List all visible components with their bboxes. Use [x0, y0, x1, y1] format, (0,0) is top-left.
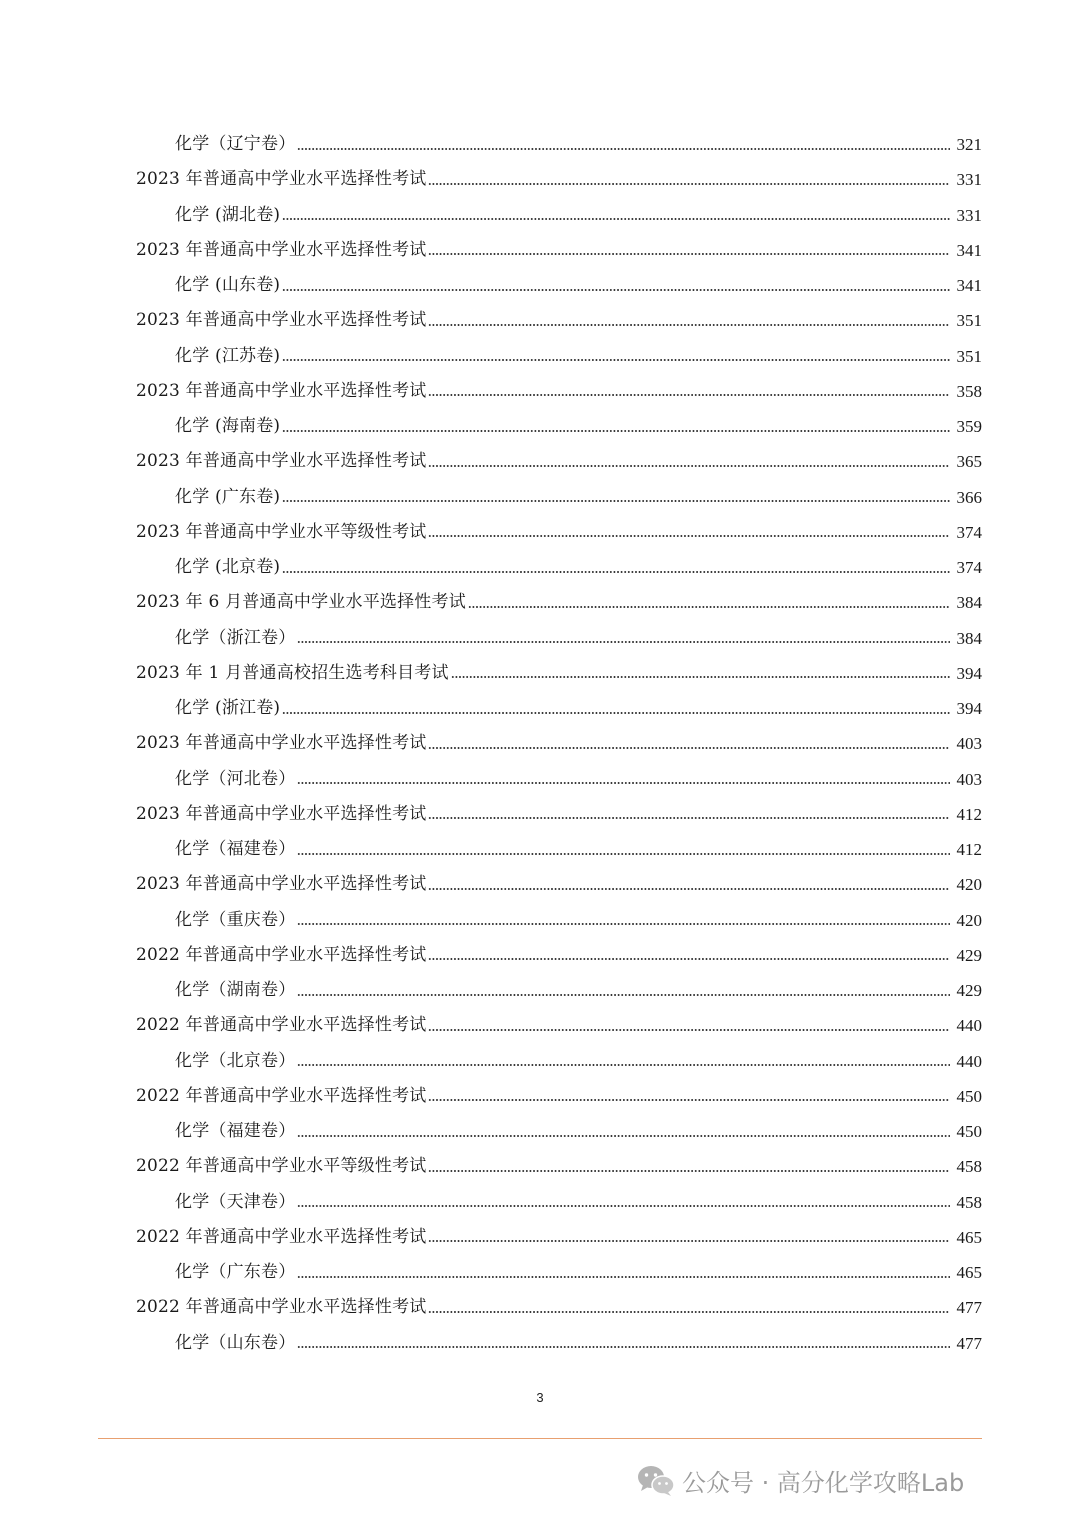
- toc-entry-title: 化学（山东卷）: [175, 1332, 296, 1353]
- dot-leader: [282, 712, 950, 714]
- toc-entry-exam[interactable]: [0, 1290, 1080, 1325]
- toc-entry-page-number: 420: [956, 875, 982, 895]
- toc-entry-title: 化学（广东卷）: [175, 1262, 296, 1282]
- toc-entry-subject[interactable]: [0, 339, 1080, 374]
- toc-entry-page-number: 358: [956, 381, 982, 401]
- toc-entry-page-number: 374: [956, 558, 982, 577]
- toc-entry-page-number: 394: [956, 699, 982, 718]
- dot-leader: [297, 641, 950, 643]
- dot-leader: [282, 359, 950, 361]
- page-number: 3: [536, 1390, 544, 1405]
- dot-leader: [428, 253, 950, 255]
- footer-divider: [98, 1438, 982, 1439]
- toc-entry-title: 2023 年 1 月普通高校招生选考科目考试: [136, 662, 449, 683]
- toc-entry-exam[interactable]: [0, 1220, 1080, 1255]
- toc-entry-title: 2022 年普通高中学业水平选择性考试: [136, 1226, 427, 1247]
- toc-entry-subject[interactable]: [0, 1326, 1080, 1361]
- dot-leader: [428, 817, 950, 819]
- dot-leader: [282, 430, 950, 432]
- toc-entry-exam[interactable]: [0, 656, 1080, 691]
- toc-entry-page-number: 374: [956, 522, 982, 542]
- dot-leader: [428, 183, 950, 185]
- toc-entry-subject[interactable]: [0, 1044, 1080, 1079]
- toc-entry-exam[interactable]: [0, 1008, 1080, 1043]
- toc-entry-page-number: 384: [956, 593, 982, 613]
- toc-entry-title: 2022 年普通高中学业水平等级性考试: [136, 1156, 427, 1177]
- toc-entry-page-number: 458: [956, 1192, 982, 1212]
- toc-entry-page-number: 429: [956, 945, 982, 965]
- toc-entry-subject[interactable]: [0, 268, 1080, 303]
- watermark: [636, 1463, 964, 1498]
- toc-entry-title: 化学（福建卷）: [175, 839, 296, 859]
- dot-leader: [428, 1240, 950, 1242]
- toc-entry-title: 化学（天津卷）: [175, 1191, 296, 1212]
- toc-entry-title: 2022 年普通高中学业水平选择性考试: [136, 1015, 427, 1036]
- toc-entry-page-number: 429: [956, 981, 982, 1000]
- toc-entry-title: 2023 年普通高中学业水平选择性考试: [136, 803, 427, 824]
- dot-leader: [297, 1346, 950, 1348]
- dot-leader: [428, 1029, 950, 1031]
- toc-entry-exam[interactable]: [0, 585, 1080, 620]
- toc-entry-title: 化学（辽宁卷）: [175, 134, 296, 154]
- toc-entry-page-number: 366: [956, 487, 982, 507]
- toc-entry-page-number: 359: [956, 417, 982, 436]
- toc-entry-title: 2023 年普通高中学业水平选择性考试: [136, 169, 427, 190]
- dot-leader: [428, 958, 950, 960]
- toc-entry-subject[interactable]: [0, 973, 1080, 1008]
- toc-entry-title: 化学（湖南卷）: [175, 980, 296, 1000]
- toc-entry-subject[interactable]: [0, 127, 1080, 162]
- dot-leader: [428, 465, 950, 467]
- toc-entry-title: 2022 年普通高中学业水平选择性考试: [136, 944, 427, 965]
- dot-leader: [282, 571, 950, 573]
- dot-leader: [297, 994, 950, 996]
- toc-entry-title: 化学（重庆卷）: [175, 909, 296, 930]
- toc-entry-title: 2023 年普通高中学业水平选择性考试: [136, 451, 427, 472]
- toc-entry-title: 2023 年普通高中学业水平选择性考试: [136, 380, 427, 401]
- toc-entry-title: 2023 年普通高中学业水平选择性考试: [136, 874, 427, 895]
- toc-entry-page-number: 341: [956, 240, 982, 260]
- toc-entry-page-number: 384: [956, 628, 982, 648]
- toc-entry-exam[interactable]: [0, 303, 1080, 338]
- wechat-icon: [636, 1464, 676, 1498]
- toc-entry-page-number: 341: [956, 276, 982, 295]
- dot-leader: [451, 676, 950, 678]
- toc-entry-exam[interactable]: [0, 867, 1080, 902]
- toc-entry-page-number: 331: [956, 170, 982, 190]
- toc-entry-subject[interactable]: [0, 550, 1080, 585]
- toc-entry-page-number: 440: [956, 1016, 982, 1036]
- dot-leader: [297, 1064, 950, 1066]
- toc-entry-page-number: 321: [956, 135, 982, 154]
- toc-entry-subject[interactable]: [0, 762, 1080, 797]
- dot-leader: [282, 218, 950, 220]
- toc-entry-page-number: 412: [956, 804, 982, 824]
- dot-leader: [428, 1311, 950, 1313]
- dot-leader: [428, 747, 950, 749]
- toc-entry-page-number: 465: [956, 1227, 982, 1247]
- toc-entry-page-number: 440: [956, 1051, 982, 1071]
- dot-leader: [297, 148, 950, 150]
- toc-entry-page-number: 458: [956, 1157, 982, 1177]
- toc-entry-title: 化学（北京卷）: [175, 1050, 296, 1071]
- toc-entry-title: 化学 (北京卷): [175, 557, 281, 577]
- toc-entry-subject[interactable]: [0, 1114, 1080, 1149]
- dot-leader: [468, 606, 950, 608]
- toc-entry-title: 化学 (山东卷): [175, 275, 281, 295]
- dot-leader: [282, 500, 950, 502]
- dot-leader: [428, 888, 950, 890]
- toc-entry-title: 化学 (湖北卷): [175, 204, 281, 225]
- toc-entry-exam[interactable]: [0, 515, 1080, 550]
- toc-entry-title: 化学 (江苏卷): [175, 345, 281, 366]
- table-of-contents: [0, 127, 1080, 1361]
- dot-leader: [297, 853, 950, 855]
- dot-leader: [297, 782, 950, 784]
- toc-entry-page-number: 477: [956, 1298, 982, 1318]
- dot-leader: [297, 1135, 950, 1137]
- toc-entry-title: 2023 年普通高中学业水平选择性考试: [136, 310, 427, 331]
- toc-entry-exam[interactable]: [0, 444, 1080, 479]
- toc-entry-title: 化学（福建卷）: [175, 1121, 296, 1141]
- toc-entry-page-number: 420: [956, 910, 982, 930]
- toc-entry-subject[interactable]: [0, 832, 1080, 867]
- toc-entry-subject[interactable]: [0, 1255, 1080, 1290]
- toc-entry-page-number: 450: [956, 1122, 982, 1141]
- toc-entry-exam[interactable]: [0, 374, 1080, 409]
- toc-entry-subject[interactable]: [0, 409, 1080, 444]
- toc-entry-subject[interactable]: [0, 198, 1080, 233]
- toc-entry-exam[interactable]: [0, 162, 1080, 197]
- toc-entry-title: 化学（浙江卷）: [175, 627, 296, 648]
- dot-leader: [428, 535, 950, 537]
- toc-entry-page-number: 351: [956, 346, 982, 366]
- toc-entry-title: 2023 年普通高中学业水平等级性考试: [136, 521, 427, 542]
- dot-leader: [282, 289, 950, 291]
- dot-leader: [428, 1099, 950, 1101]
- dot-leader: [428, 1170, 950, 1172]
- toc-entry-title: 化学（河北卷）: [175, 768, 296, 789]
- toc-entry-exam[interactable]: [0, 1079, 1080, 1114]
- toc-entry-page-number: 403: [956, 734, 982, 754]
- toc-entry-exam[interactable]: [0, 233, 1080, 268]
- toc-entry-page-number: 365: [956, 452, 982, 472]
- toc-entry-exam[interactable]: [0, 938, 1080, 973]
- toc-entry-subject[interactable]: [0, 621, 1080, 656]
- watermark-text: 公众号 · 高分化学攻略Lab: [682, 1469, 965, 1497]
- toc-entry-title: 2023 年普通高中学业水平选择性考试: [136, 733, 427, 754]
- toc-entry-page-number: 331: [956, 205, 982, 225]
- toc-entry-page-number: 465: [956, 1263, 982, 1282]
- toc-entry-title: 化学 (浙江卷): [175, 698, 281, 718]
- toc-entry-title: 2022 年普通高中学业水平选择性考试: [136, 1297, 427, 1318]
- toc-entry-page-number: 351: [956, 311, 982, 331]
- dot-leader: [428, 394, 950, 396]
- toc-entry-exam[interactable]: [0, 726, 1080, 761]
- toc-entry-title: 化学 (广东卷): [175, 486, 281, 507]
- dot-leader: [297, 923, 950, 925]
- dot-leader: [428, 324, 950, 326]
- toc-entry-page-number: 412: [956, 840, 982, 859]
- toc-entry-title: 2022 年普通高中学业水平选择性考试: [136, 1085, 427, 1106]
- toc-entry-page-number: 403: [956, 769, 982, 789]
- toc-entry-subject[interactable]: [0, 1185, 1080, 1220]
- dot-leader: [297, 1205, 950, 1207]
- toc-entry-exam[interactable]: [0, 1149, 1080, 1184]
- toc-entry-title: 化学 (海南卷): [175, 416, 281, 436]
- toc-entry-subject[interactable]: [0, 691, 1080, 726]
- toc-entry-title: 2023 年 6 月普通高中学业水平选择性考试: [136, 592, 466, 613]
- toc-entry-subject[interactable]: [0, 903, 1080, 938]
- toc-entry-title: 2023 年普通高中学业水平选择性考试: [136, 239, 427, 260]
- toc-entry-subject[interactable]: [0, 480, 1080, 515]
- dot-leader: [297, 1276, 950, 1278]
- toc-entry-exam[interactable]: [0, 797, 1080, 832]
- toc-entry-page-number: 394: [956, 663, 982, 683]
- toc-entry-page-number: 450: [956, 1086, 982, 1106]
- toc-entry-page-number: 477: [956, 1333, 982, 1353]
